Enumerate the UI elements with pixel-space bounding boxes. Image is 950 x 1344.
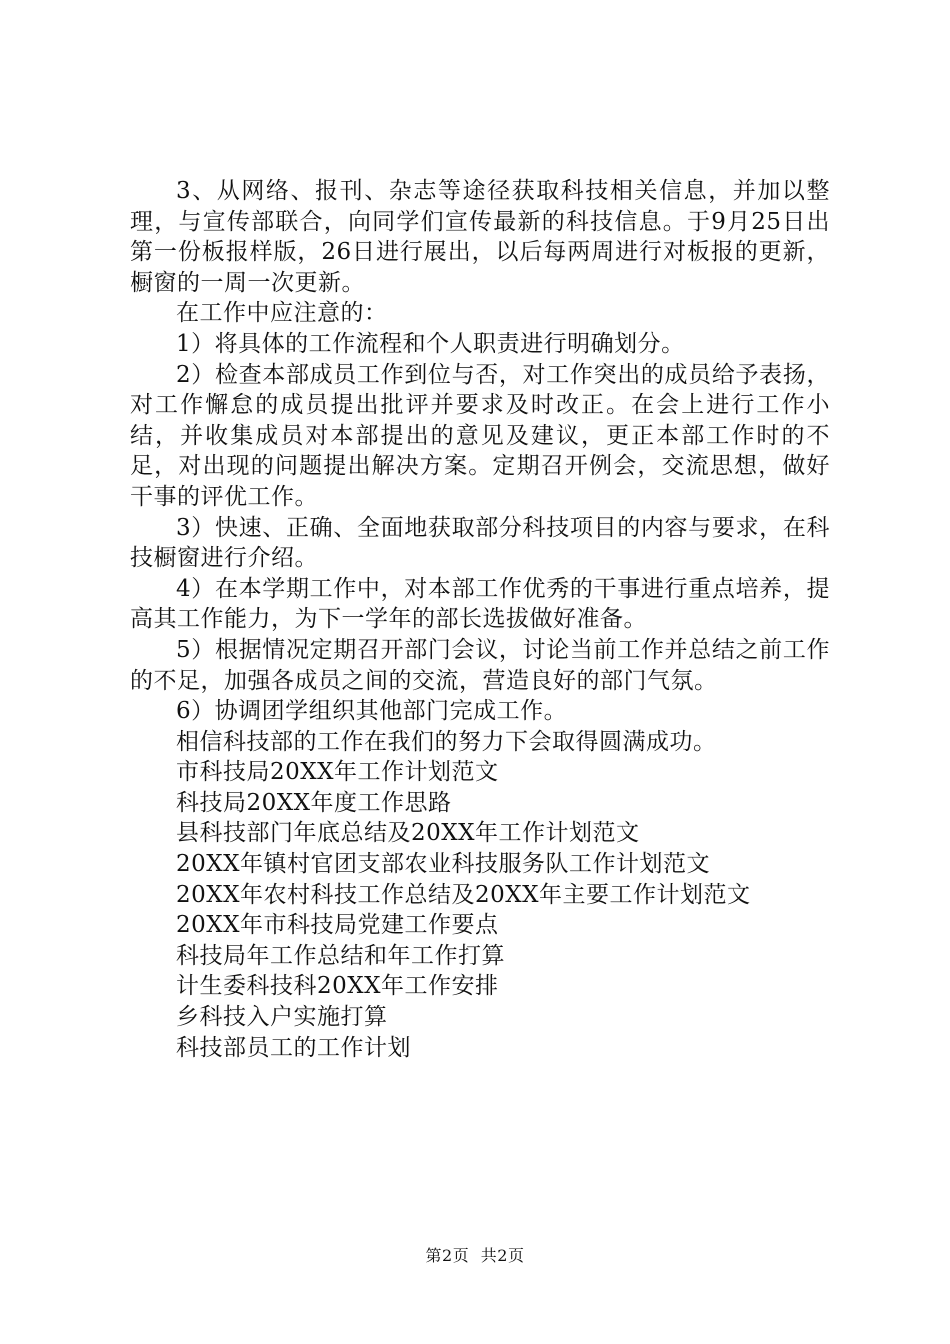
related-link[interactable]: 计生委科技科20XX年工作安排	[176, 973, 499, 1000]
paragraph-notes-heading: 在工作中应注意的：	[176, 300, 388, 327]
document-body	[130, 176, 830, 1063]
related-link[interactable]: 科技部员工的工作计划	[176, 1034, 411, 1061]
paragraph-note-5: 5）根据情况定期召开部门会议，讨论当前工作并总结之前工作的不足，加强各成员之间的交流，营造良好的部门气氛。	[130, 636, 830, 694]
related-link[interactable]: 市科技局20XX年工作计划范文	[176, 759, 499, 786]
related-link[interactable]: 科技局年工作总结和年工作打算	[176, 942, 505, 969]
paragraph-note-4: 4）在本学期工作中，对本部工作优秀的干事进行重点培养，提高其工作能力，为下一学年的部长选拔做好准备。	[130, 575, 830, 633]
related-link[interactable]: 县科技部门年底总结及20XX年工作计划范文	[176, 820, 640, 847]
paragraph-item-3-info: 3、从网络、报刊、杂志等途径获取科技相关信息，并加以整理，与宣传部联合，向同学们宣传最新的科技信息。于9月25日出第一份板报样版，26日进行展出，以后每两周进行对板报的更新，橱窗的一周一次更新。	[130, 178, 830, 296]
related-links-list	[130, 757, 830, 1063]
related-link[interactable]: 20XX年市科技局党建工作要点	[176, 912, 499, 939]
paragraph-note-6: 6）协调团学组织其他部门完成工作。	[176, 698, 568, 725]
paragraph-note-3: 3）快速、正确、全面地获取部分科技项目的内容与要求，在科技橱窗进行介绍。	[130, 514, 830, 572]
related-link[interactable]: 20XX年农村科技工作总结及20XX年主要工作计划范文	[176, 881, 751, 908]
paragraph-closing: 相信科技部的工作在我们的努力下会取得圆满成功。	[176, 728, 717, 755]
paragraph-note-2: 2）检查本部成员工作到位与否，对工作突出的成员给予表扬，对工作懈怠的成员提出批评并要求及时改正。在会上进行工作小结，并收集成员对本部提出的意见及建议，更正本部工作时的不足，对出现的问题提出解决方案。定期召开例会，交流思想，做好干事的评优工作。	[130, 361, 830, 510]
page-total: 共2页	[480, 1246, 525, 1265]
paragraph-note-1: 1）将具体的工作流程和个人职责进行明确划分。	[176, 330, 685, 357]
page-footer	[0, 1243, 950, 1266]
page-number: 第2页	[425, 1246, 470, 1265]
related-link[interactable]: 乡科技入户实施打算	[176, 1004, 388, 1031]
related-link[interactable]: 科技局20XX年度工作思路	[176, 789, 452, 816]
related-link[interactable]: 20XX年镇村官团支部农业科技服务队工作计划范文	[176, 851, 711, 878]
